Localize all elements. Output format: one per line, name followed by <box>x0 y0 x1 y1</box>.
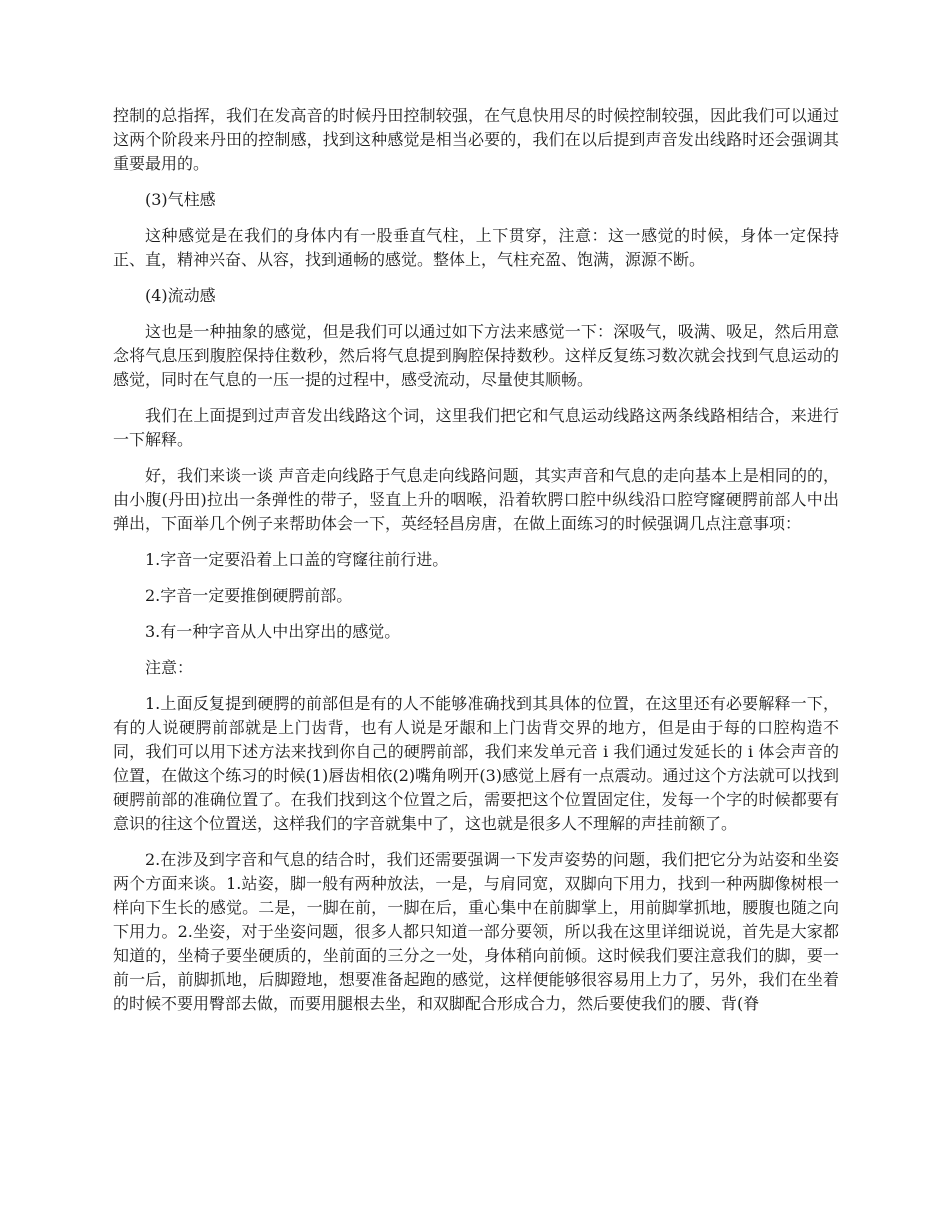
note-item-2: 2.在涉及到字音和气息的结合时，我们还需要强调一下发声姿势的问题，我们把它分为站姿和坐姿两个方面来谈。1.站姿，脚一般有两种放法，一是，与肩同宽，双脚向下用力，找到一种两脚像树根一样向下生长的感觉。二是，一脚在前，一脚在后，重心集中在前脚掌上，用前脚掌抓地，腰腹也随之向下用力。2.坐姿，对于坐姿问题，很多人都只知道一部分要领，所以我在这里详细说说，首先是大家都知道的，坐椅子要坐硬质的，坐前面的三分之一处，身体稍向前倾。这时候我们要注意我们的脚，要一前一后，前脚抓地，后脚蹬地，想要准备起跑的感觉，这样便能够很容易用上力了，另外，我们在坐着的时候不要用臀部去做，而要用腿根去坐，和双脚配合形成合力，然后要使我们的腰、背(脊 <box>113 850 839 1013</box>
paragraph-zouxiang: 好，我们来谈一谈 声音走向线路于气息走向线路问题，其实声音和气息的走向基本上是相同的的，由小腹(丹田)拉出一条弹性的带子，竖直上升的咽喉，沿着软腭口腔中纵线沿口腔穹窿硬腭前部人中出弹出，下面举几个例子来帮助体会一下，英经轻昌房唐，在做上面练习的时候强调几点注意事项： <box>113 466 839 533</box>
list-item-1: 1.字音一定要沿着上口盖的穹窿往前行进。 <box>145 550 449 569</box>
list-item-2: 2.字音一定要推倒硬腭前部。 <box>145 586 353 605</box>
document-body <box>113 104 839 1028</box>
list-item-3: 3.有一种字音从人中出穿出的感觉。 <box>145 622 401 641</box>
subheading-qizhugan: (3)气柱感 <box>145 190 216 209</box>
paragraph-qizhugan: 这种感觉是在我们的身体内有一股垂直气柱，上下贯穿，注意：这一感觉的时候，身体一定保持正、直，精神兴奋、从容，找到通畅的感觉。整体上，气柱充盈、饱满，源源不断。 <box>113 226 839 269</box>
paragraph-liudonggan: 这也是一种抽象的感觉，但是我们可以通过如下方法来感觉一下：深吸气，吸满、吸足，然后用意念将气息压到腹腔保持住数秒，然后将气息提到胸腔保持数秒。这样反复练习数次就会找到气息运动的感觉，同时在气息的一压一提的过程中，感受流动，尽量使其顺畅。 <box>113 322 839 389</box>
paragraph-xianlu-intro: 我们在上面提到过声音发出线路这个词，这里我们把它和气息运动线路这两条线路相结合，来进行一下解释。 <box>113 406 839 449</box>
note-heading: 注意： <box>145 658 194 677</box>
note-item-1: 1.上面反复提到硬腭的前部但是有的人不能够准确找到其具体的位置，在这里还有必要解释一下，有的人说硬腭前部就是上门齿背，也有人说是牙龈和上门齿背交界的地方，但是由于每的口腔构造不同，我们可以用下述方法来找到你自己的硬腭前部，我们来发单元音 i 我们通过发延长的 i 体会声音的位置，在做这个练习的时候(1)唇齿相依(2)嘴角咧开(3)感觉上唇有一点震动。通过这个方法就可以找到硬腭前部的准确位置了。在我们找到这个位置之后，需要把这个位置固定住，发每一个字的时候都要有意识的往这个位置送，这样我们的字音就集中了，这也就是很多人不理解的声挂前额了。 <box>113 694 839 833</box>
subheading-liudonggan: (4)流动感 <box>145 286 216 305</box>
paragraph-continuation: 控制的总指挥，我们在发高音的时候丹田控制较强，在气息快用尽的时候控制较强，因此我们可以通过这两个阶段来丹田的控制感，找到这种感觉是相当必要的，我们在以后提到声音发出线路时还会强调其重要最用的。 <box>113 106 839 173</box>
